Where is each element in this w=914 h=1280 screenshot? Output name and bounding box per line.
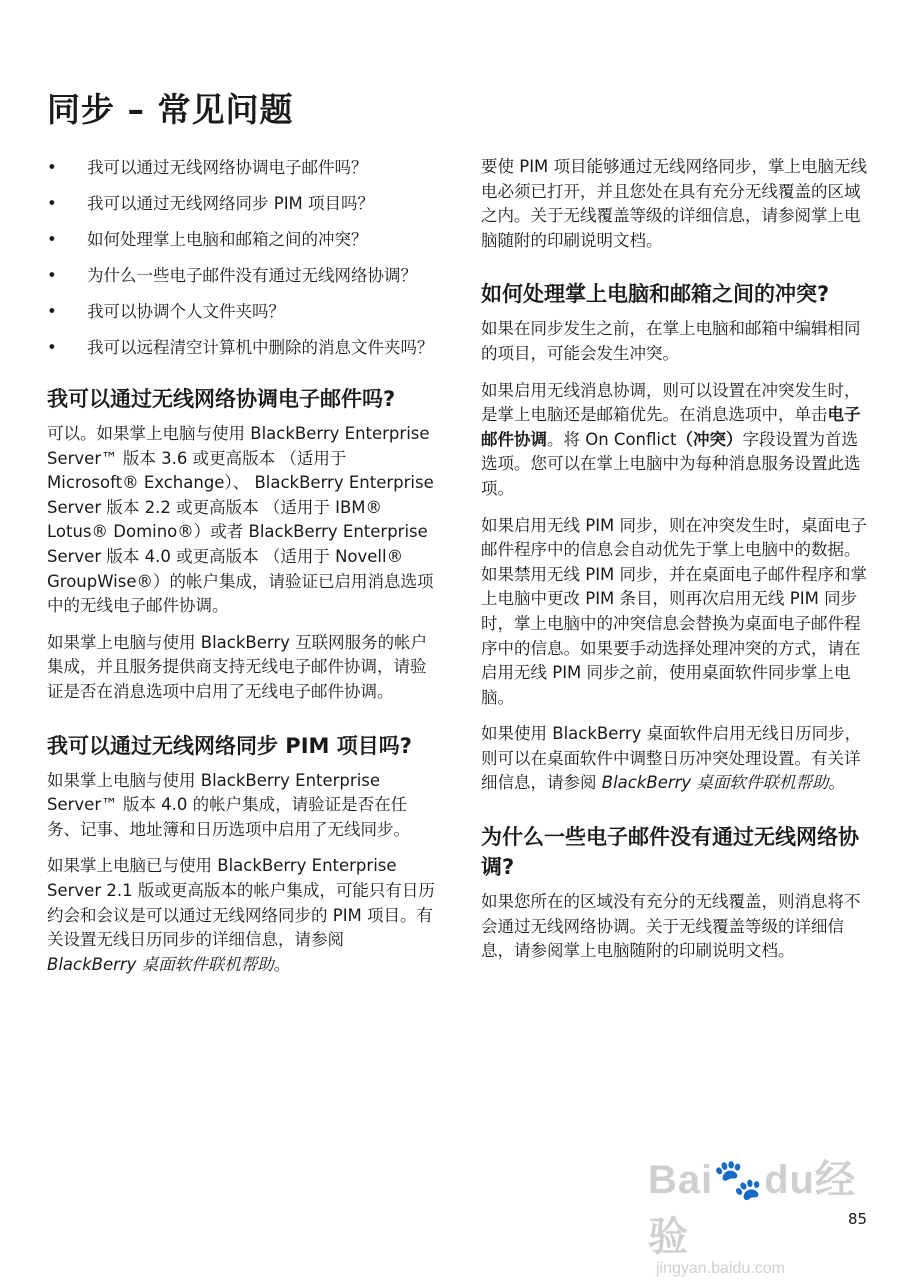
paragraph: 如果掌上电脑与使用 BlackBerry Enterprise Server™ 版本 4.0 的帐户集成，请验证是否在任务、记事、地址簿和日历选项中启用了无线同步。 [47, 770, 410, 839]
paragraph: 可以。如果掌上电脑与使用 BlackBerry Enterprise Server™ 版本 3.6 或更高版本 （适用于 Microsoft® Exchange）、 BlackBerry Enterprise Server 版本 2.2 或更高版本 （适用于 IBM® Lotus® Domino®）或者 BlackBerry Enterprise Server 版本 4.0 或更高版本 （适用于 Novell® GroupWise®）的帐户集成，请验证已启用消息选项中的无线电子邮件协调。 [47, 424, 434, 616]
page-number: 85 [848, 1210, 868, 1228]
paragraph: 如果启用无线消息协调，则可以设置在冲突发生时，是掌上电脑还是邮箱优先。在消息选项中，单击电子邮件协调。将 On Conflict（冲突）字段设置为首选选项。您可以在掌上电脑中为每种消息服务设置此选项。 [481, 380, 861, 498]
bullet-icon: • [47, 338, 57, 357]
bullet-icon: • [47, 266, 57, 285]
left-column [47, 155, 437, 989]
paw-icon: 🐾 [713, 1158, 765, 1202]
paragraph: 如果您所在的区域没有充分的无线覆盖，则消息将不会通过无线网络协调。关于无线覆盖等级的详细信息，请参阅掌上电脑随附的印刷说明文档。 [481, 892, 861, 961]
bullet-icon: • [47, 230, 57, 249]
watermark-url: jingyan.baidu.com [656, 1260, 785, 1277]
option-name: 电子邮件协调 [481, 405, 861, 449]
field-name: （冲突） [676, 429, 743, 449]
section-heading-pim-sync: 我可以通过无线网络同步 PIM 项目吗? [47, 733, 412, 758]
bullet-icon: • [47, 194, 57, 213]
paragraph: 如果掌上电脑与使用 BlackBerry 互联网服务的帐户集成，并且服务提供商支持无线电子邮件协调，请验证是否在消息选项中启用了无线电子邮件协调。 [47, 632, 428, 701]
paragraph: 如果使用 BlackBerry 桌面软件启用无线日历同步，则可以在桌面软件中调整日历冲突处理设置。有关详细信息，请参阅 BlackBerry 桌面软件联机帮助。 [481, 724, 862, 793]
faq-item[interactable]: • 如何处理掌上电脑和邮箱之间的冲突？ [47, 227, 437, 252]
page-title: 同步 – 常见问题 [47, 90, 294, 129]
faq-item[interactable]: • 我可以协调个人文件夹吗？ [47, 299, 437, 324]
faq-item[interactable]: • 为什么一些电子邮件没有通过无线网络协调？ [47, 263, 437, 288]
faq-item[interactable]: • 我可以远程清空计算机中删除的消息文件夹吗？ [47, 335, 437, 360]
paragraph: 如果在同步发生之前，在掌上电脑和邮箱中编辑相同的项目，可能会发生冲突。 [481, 319, 861, 363]
baidu-watermark [648, 1148, 878, 1277]
section-heading-email-not-reconciled: 为什么一些电子邮件没有通过无线网络协调? [481, 825, 859, 880]
right-column [481, 155, 871, 976]
faq-item[interactable]: • 我可以通过无线网络协调电子邮件吗？ [47, 155, 437, 180]
section-heading-email-reconcile: 我可以通过无线网络协调电子邮件吗? [47, 387, 396, 411]
bullet-icon: • [47, 158, 57, 177]
paragraph: 如果启用无线 PIM 同步，则在冲突发生时，桌面电子邮件程序中的信息会自动优先于掌上电脑中的数据。如果禁用无线 PIM 同步，并在桌面电子邮件程序和掌上电脑中更改 PIM 条目，则再次启用无线 PIM 同步时，掌上电脑中的冲突信息会替换为桌面电子邮件程序中的信息。如果要手动选择处理冲突的方式，请在启用无线 PIM 同步之前，使用桌面软件同步掌上电脑。 [481, 515, 868, 707]
help-reference: BlackBerry 桌面软件联机帮助 [47, 954, 274, 974]
paragraph: 要使 PIM 项目能够通过无线网络同步，掌上电脑无线电必须已打开，并且您处在具有充分无线覆盖的区域之内。关于无线覆盖等级的详细信息，请参阅掌上电脑随附的印刷说明文档。 [481, 157, 868, 250]
faq-item[interactable]: • 我可以通过无线网络同步 PIM 项目吗？ [47, 191, 437, 216]
section-heading-conflicts: 如何处理掌上电脑和邮箱之间的冲突? [481, 282, 830, 307]
watermark-logo: Bai🐾du经验 [648, 1158, 856, 1259]
paragraph: 如果掌上电脑已与使用 BlackBerry Enterprise Server 2.1 版或更高版本的帐户集成，可能只有日历约会和会议是可以通过无线网络同步的 PIM 项目。有关设置无线日历同步的详细信息，请参阅 BlackBerry 桌面软件联机帮助。 [47, 856, 435, 974]
help-reference: BlackBerry 桌面软件联机帮助 [601, 773, 829, 793]
faq-list [47, 155, 437, 360]
bullet-icon: • [47, 302, 57, 321]
